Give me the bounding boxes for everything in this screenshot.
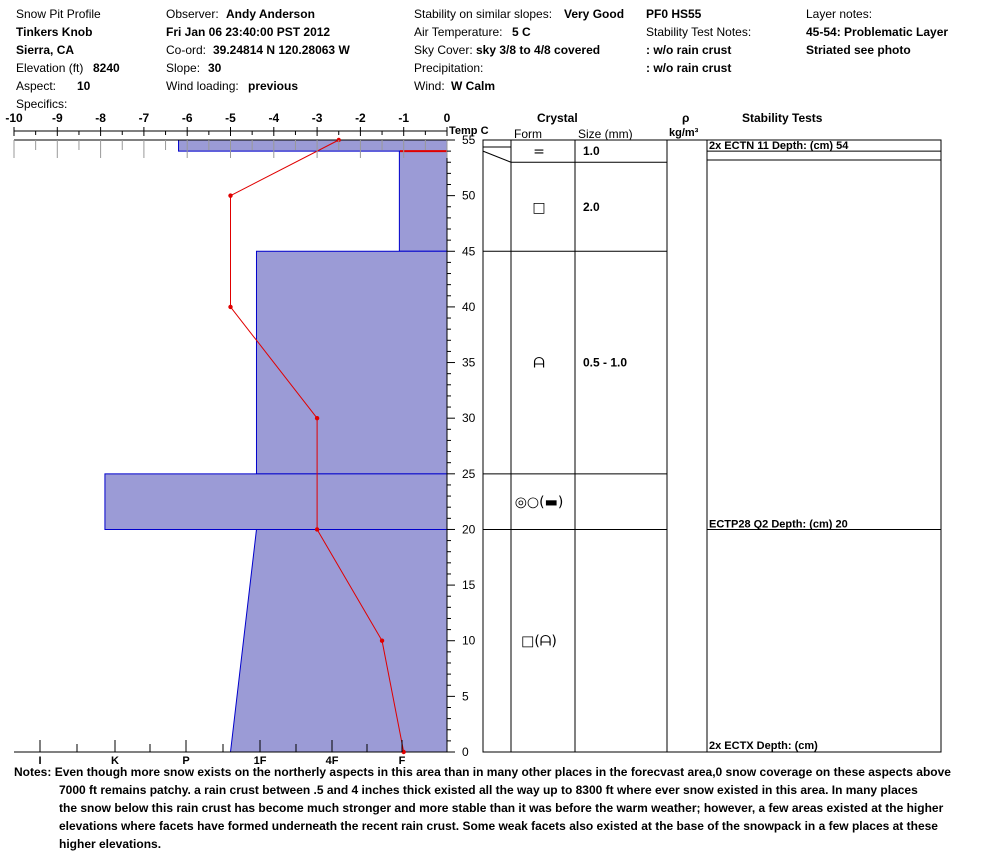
temp-axis-label: Temp C xyxy=(449,125,489,137)
stability-test-label: 2x ECTX Depth: (cm) xyxy=(709,740,818,752)
depth-tick-label: 45 xyxy=(462,244,476,259)
depth-tick-label: 5 xyxy=(462,689,469,704)
layer-form: □ xyxy=(532,199,546,216)
hardness-layer-1 xyxy=(179,140,447,151)
temp-tick-label: -4 xyxy=(268,111,280,125)
temperature-point xyxy=(380,639,384,643)
notes-text-1: Even though more snow exists on the northerly aspects in this area than in many other places in the forecvast area,0 snow coverage on these aspects above xyxy=(54,765,951,779)
notes-text-4: elevations where facets have formed underneath the recent rain crust. Some weak facets also existed at the base of the snowpack in a few places at these xyxy=(59,819,938,833)
temp-tick-label: -2 xyxy=(355,111,366,125)
stability-note-1: : w/o rain crust xyxy=(646,43,732,57)
crystal-header: Crystal xyxy=(537,111,578,125)
stability-label: Stability on similar slopes: xyxy=(414,7,553,21)
layer-size: 1.0 xyxy=(583,144,600,159)
observer-value: Andy Anderson xyxy=(226,7,315,21)
layer-note: 45-54: Problematic Layer xyxy=(806,25,949,39)
hardness-layer-3 xyxy=(256,251,447,474)
stability-test-label: ECTP28 Q2 Depth: (cm) 20 xyxy=(709,518,848,531)
hardness-tick-label: 1F xyxy=(253,755,267,767)
layer-size: 0.5 - 1.0 xyxy=(583,355,628,370)
hardness-tick-label: F xyxy=(398,755,406,767)
depth-tick-label: 15 xyxy=(462,578,476,593)
datetime: Fri Jan 06 23:40:00 PST 2012 xyxy=(166,25,331,39)
stability-notes-label: Stability Test Notes: xyxy=(646,25,752,39)
notes-text-3: the snow below this rain crust has become much stronger and more stable than it was before the warm weather; however, a few areas existed at the higher xyxy=(59,801,944,815)
temp-tick-label: -7 xyxy=(138,111,150,125)
stability-tests-header: Stability Tests xyxy=(742,111,823,125)
air-temp-value: 5 C xyxy=(512,25,531,39)
layer-form: □(ᗩ) xyxy=(521,633,557,650)
temperature-point xyxy=(228,305,232,309)
stability-value: Very Good xyxy=(564,7,625,21)
depth-tick-label: 10 xyxy=(462,633,476,648)
precip-label: Precipitation: xyxy=(414,61,484,75)
depth-tick-label: 35 xyxy=(462,355,476,370)
specifics-label: Specifics: xyxy=(16,97,68,111)
size-header: Size (mm) xyxy=(578,127,633,141)
notes xyxy=(14,763,964,853)
temp-tick-label: -10 xyxy=(5,111,23,125)
temperature-point xyxy=(228,193,232,197)
stability-test-label: 2x ECTN 11 Depth: (cm) 54 xyxy=(709,140,849,153)
wind-loading-label: Wind loading: xyxy=(166,79,239,93)
notes-text-5: higher elevations. xyxy=(59,837,162,851)
depth-tick-label: 55 xyxy=(462,133,476,147)
depth-tick-label: 40 xyxy=(462,299,476,314)
hardness-tick-label: K xyxy=(111,755,119,767)
layer-table-frame xyxy=(483,140,941,752)
notes-text-2: 7000 ft remains patchy. a rain crust between .5 and 4 inches thick existed all the way up to 8300 ft where ever snow existed in this area. In many places xyxy=(59,783,918,797)
hardness-layer-4 xyxy=(105,474,447,530)
layer-form: ᗩ xyxy=(533,355,545,372)
notes-line-1 xyxy=(14,763,964,781)
form-header: Form xyxy=(514,127,542,141)
slope-value: 30 xyxy=(208,61,222,75)
hardness-tick-label: I xyxy=(38,755,42,767)
region: Sierra, CA xyxy=(16,43,75,57)
coord-value: 39.24814 N 120.28063 W xyxy=(213,43,350,57)
pf-hs: PF0 HS55 xyxy=(646,7,702,21)
elevation-value: 8240 xyxy=(93,61,120,75)
sky-label: Sky Cover: xyxy=(414,43,473,57)
temp-tick-label: -9 xyxy=(51,111,63,125)
wind-label: Wind: xyxy=(414,79,445,93)
depth-tick-label: 20 xyxy=(462,522,476,537)
stability-tests xyxy=(707,140,941,752)
observer-label: Observer: xyxy=(166,7,219,21)
stability-note-2: : w/o rain crust xyxy=(646,61,732,75)
depth-tick-label: 50 xyxy=(462,188,476,203)
density-rho-header: ρ xyxy=(682,111,690,125)
temp-tick-label: -6 xyxy=(181,111,193,125)
hardness-layer-2 xyxy=(399,151,447,251)
depth-tick-label: 0 xyxy=(462,745,469,759)
hardness-tick-label: P xyxy=(182,755,190,767)
profile-title: Snow Pit Profile xyxy=(16,7,101,21)
elevation-label: Elevation (ft) xyxy=(16,61,84,75)
coord-label: Co-ord: xyxy=(166,43,207,57)
temp-tick-label: -3 xyxy=(311,111,323,125)
wind-value: W Calm xyxy=(451,79,496,93)
layer-form: = xyxy=(533,144,545,161)
hardness-tick-label: 4F xyxy=(325,755,339,767)
temp-tick-label: -1 xyxy=(398,111,410,125)
layer-form: ◎○(▬) xyxy=(514,494,564,511)
density-unit-header: kg/m³ xyxy=(669,127,699,139)
temperature-point xyxy=(315,416,319,420)
slope-label: Slope: xyxy=(166,61,201,75)
aspect-label: Aspect: xyxy=(16,79,57,93)
layer-note-2: Striated see photo xyxy=(806,43,911,57)
notes-label: Notes: xyxy=(14,765,52,779)
wind-loading-value: previous xyxy=(248,79,299,93)
temperature-point xyxy=(315,527,319,531)
profile-frame xyxy=(14,131,941,752)
sky-value: sky 3/8 to 4/8 covered xyxy=(476,43,601,57)
depth-tick-label: 30 xyxy=(462,411,476,426)
layer-connector xyxy=(483,151,511,162)
air-temp-label: Air Temperature: xyxy=(414,25,503,39)
depth-tick-label: 25 xyxy=(462,466,476,481)
layer-size: 2.0 xyxy=(583,199,600,214)
location: Tinkers Knob xyxy=(16,25,93,39)
hardness-layer-5 xyxy=(231,529,448,752)
aspect-value: 10 xyxy=(77,79,91,93)
temp-tick-label: -8 xyxy=(95,111,106,125)
layer-notes-label: Layer notes: xyxy=(806,7,873,21)
temp-tick-label: -5 xyxy=(225,111,236,125)
hardness-profile xyxy=(105,140,447,752)
temp-tick-label: 0 xyxy=(443,111,451,125)
